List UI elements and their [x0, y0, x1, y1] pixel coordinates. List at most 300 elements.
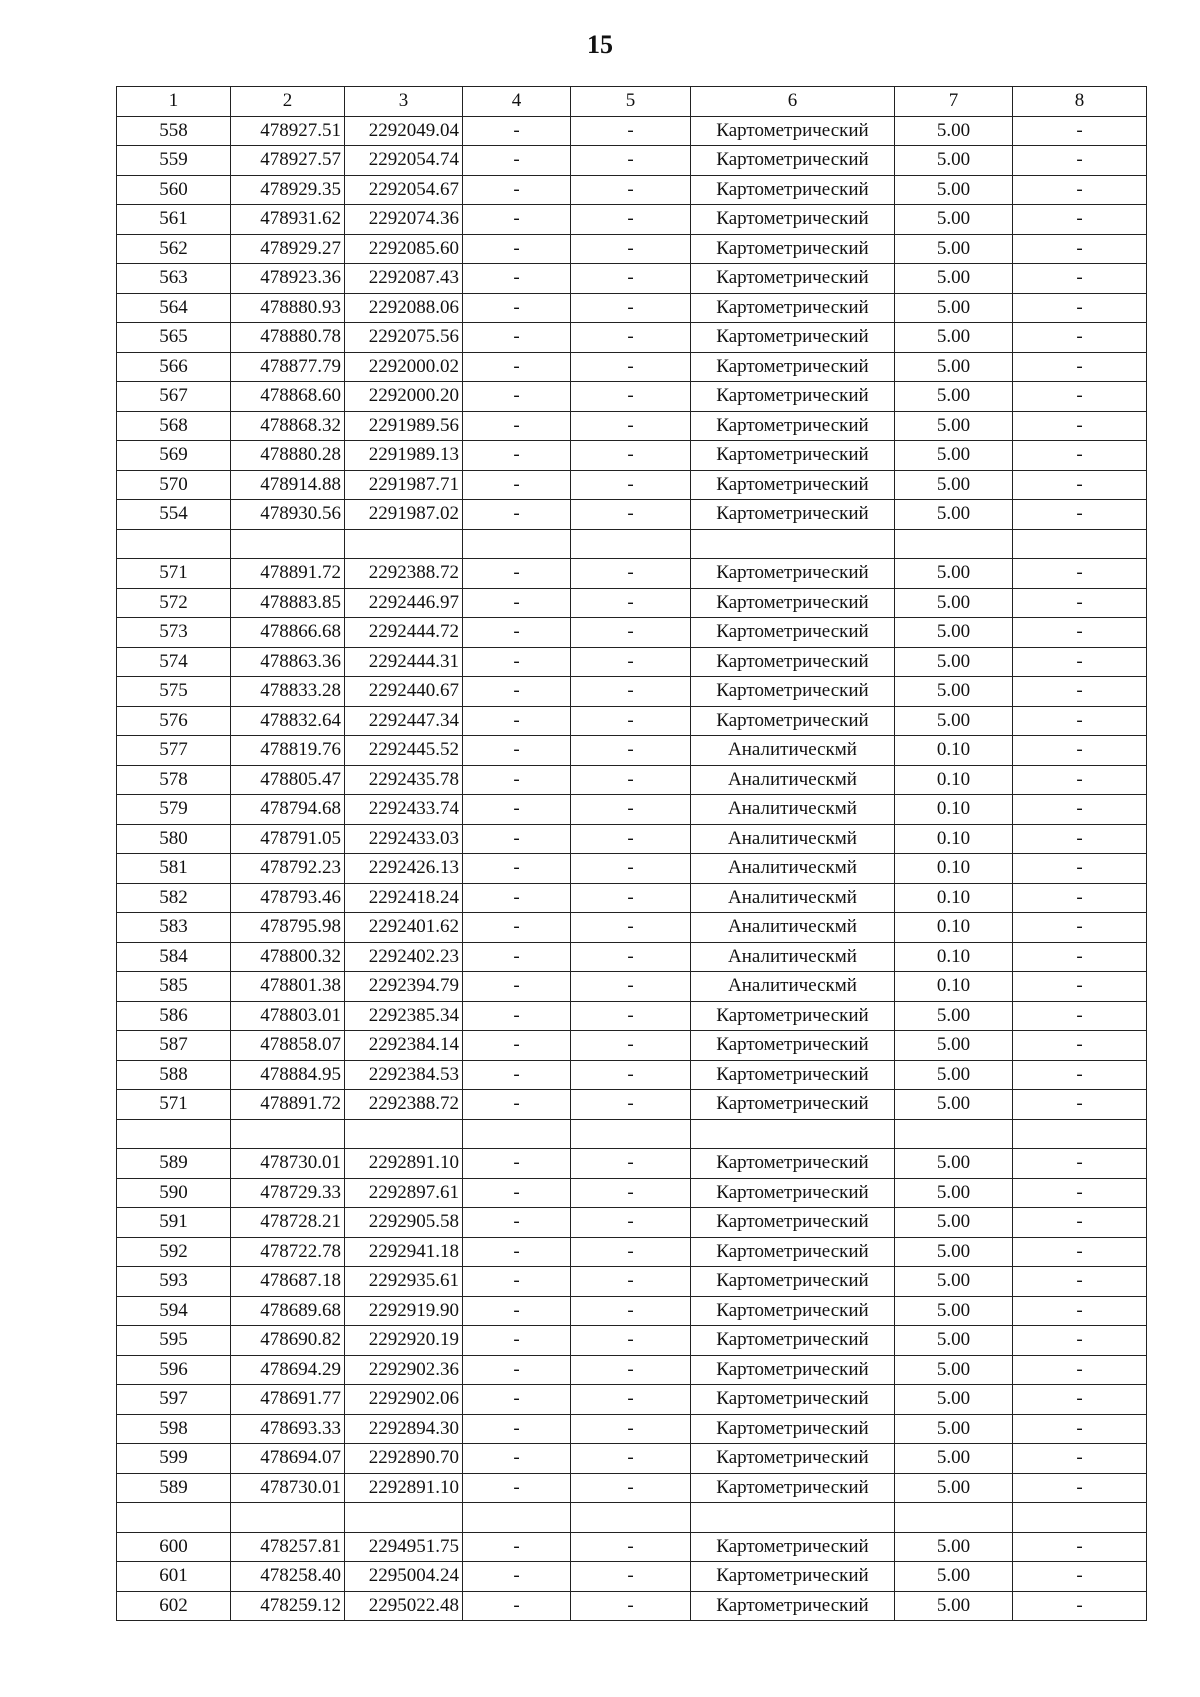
table-cell-col-5: - [571, 1414, 691, 1444]
table-cell-col-2: 478687.18 [231, 1267, 345, 1297]
table-cell-col-7: 5.00 [895, 1355, 1013, 1385]
table-cell-col-8: - [1013, 175, 1147, 205]
table-cell-col-6: Картометрический [691, 1237, 895, 1267]
table-cell-col-3: 2292897.61 [345, 1178, 463, 1208]
table-cell-col-6: Картометрический [691, 1001, 895, 1031]
table-cell-col-6: Картометрический [691, 441, 895, 471]
table-cell-col-5: - [571, 883, 691, 913]
table-cell-col-5: - [571, 1149, 691, 1179]
table-cell-col-7: 5.00 [895, 1296, 1013, 1326]
table-cell-col-7: 5.00 [895, 1208, 1013, 1238]
table-cell-col-2: 478258.40 [231, 1562, 345, 1592]
table-row [117, 1090, 1147, 1120]
table-row [117, 1444, 1147, 1474]
table-cell-col-8: - [1013, 1031, 1147, 1061]
table-cell-col-4: - [463, 234, 571, 264]
table-cell-col-6: Аналитическмй [691, 942, 895, 972]
table-cell-col-8: - [1013, 352, 1147, 382]
table-cell-col-7: 5.00 [895, 1532, 1013, 1562]
empty-cell [1013, 529, 1147, 559]
table-cell-col-8: - [1013, 1414, 1147, 1444]
table-cell-col-4: - [463, 1562, 571, 1592]
table-cell-col-1: 587 [117, 1031, 231, 1061]
table-cell-col-3: 2291989.56 [345, 411, 463, 441]
table-cell-col-6: Картометрический [691, 1090, 895, 1120]
table-cell-col-8: - [1013, 1060, 1147, 1090]
table-cell-col-3: 2292433.74 [345, 795, 463, 825]
table-cell-col-4: - [463, 559, 571, 589]
empty-cell [231, 1119, 345, 1149]
table-row [117, 1385, 1147, 1415]
table-cell-col-2: 478694.29 [231, 1355, 345, 1385]
table-cell-col-2: 478883.85 [231, 588, 345, 618]
table-cell-col-2: 478794.68 [231, 795, 345, 825]
table-cell-col-2: 478930.56 [231, 500, 345, 530]
table-cell-col-8: - [1013, 146, 1147, 176]
table-cell-col-7: 5.00 [895, 1414, 1013, 1444]
table-cell-col-8: - [1013, 1473, 1147, 1503]
empty-cell [463, 529, 571, 559]
table-cell-col-3: 2292385.34 [345, 1001, 463, 1031]
table-cell-col-5: - [571, 618, 691, 648]
table-cell-col-2: 478868.60 [231, 382, 345, 412]
table-cell-col-3: 2292444.31 [345, 647, 463, 677]
table-cell-col-2: 478832.64 [231, 706, 345, 736]
table-cell-col-3: 2292447.34 [345, 706, 463, 736]
table-row [117, 323, 1147, 353]
table-cell-col-5: - [571, 205, 691, 235]
table-cell-col-1: 589 [117, 1473, 231, 1503]
table-cell-col-1: 572 [117, 588, 231, 618]
table-cell-col-4: - [463, 175, 571, 205]
table-cell-col-6: Картометрический [691, 1149, 895, 1179]
column-header-1: 1 [117, 87, 231, 117]
table-cell-col-2: 478793.46 [231, 883, 345, 913]
table-row [117, 293, 1147, 323]
table-cell-col-1: 600 [117, 1532, 231, 1562]
column-header-2: 2 [231, 87, 345, 117]
table-cell-col-1: 554 [117, 500, 231, 530]
table-cell-col-1: 598 [117, 1414, 231, 1444]
table-cell-col-3: 2292000.02 [345, 352, 463, 382]
table-cell-col-6: Картометрический [691, 588, 895, 618]
table-cell-col-3: 2292384.14 [345, 1031, 463, 1061]
column-header-8: 8 [1013, 87, 1147, 117]
table-cell-col-6: Картометрический [691, 175, 895, 205]
table-cell-col-7: 5.00 [895, 1591, 1013, 1621]
table-cell-col-6: Картометрический [691, 1267, 895, 1297]
table-cell-col-6: Картометрический [691, 1591, 895, 1621]
table-cell-col-5: - [571, 1090, 691, 1120]
table-cell-col-4: - [463, 1355, 571, 1385]
table-cell-col-8: - [1013, 1090, 1147, 1120]
table-cell-col-7: 0.10 [895, 972, 1013, 1002]
table-cell-col-2: 478880.28 [231, 441, 345, 471]
table-cell-col-5: - [571, 647, 691, 677]
table-cell-col-1: 586 [117, 1001, 231, 1031]
table-cell-col-6: Аналитическмй [691, 765, 895, 795]
table-cell-col-1: 562 [117, 234, 231, 264]
table-cell-col-3: 2292902.06 [345, 1385, 463, 1415]
empty-cell [345, 529, 463, 559]
table-cell-col-4: - [463, 1237, 571, 1267]
table-cell-col-5: - [571, 795, 691, 825]
table-row [117, 1178, 1147, 1208]
table-cell-col-3: 2292894.30 [345, 1414, 463, 1444]
table-cell-col-3: 2292054.67 [345, 175, 463, 205]
table-cell-col-1: 589 [117, 1149, 231, 1179]
table-cell-col-4: - [463, 1385, 571, 1415]
table-cell-col-1: 566 [117, 352, 231, 382]
table-cell-col-3: 2292426.13 [345, 854, 463, 884]
table-cell-col-8: - [1013, 1237, 1147, 1267]
table-cell-col-3: 2291987.02 [345, 500, 463, 530]
table-cell-col-4: - [463, 1178, 571, 1208]
table-cell-col-6: Аналитическмй [691, 824, 895, 854]
table-cell-col-8: - [1013, 618, 1147, 648]
table-cell-col-8: - [1013, 264, 1147, 294]
table-cell-col-6: Картометрический [691, 293, 895, 323]
table-cell-col-8: - [1013, 1355, 1147, 1385]
table-cell-col-3: 2292444.72 [345, 618, 463, 648]
table-cell-col-4: - [463, 411, 571, 441]
table-cell-col-2: 478730.01 [231, 1149, 345, 1179]
separator-row [117, 529, 1147, 559]
table-cell-col-4: - [463, 647, 571, 677]
table-cell-col-3: 2292446.97 [345, 588, 463, 618]
table-cell-col-7: 0.10 [895, 942, 1013, 972]
table-cell-col-8: - [1013, 1591, 1147, 1621]
table-cell-col-8: - [1013, 1001, 1147, 1031]
table-cell-col-7: 5.00 [895, 1444, 1013, 1474]
table-cell-col-1: 561 [117, 205, 231, 235]
table-cell-col-6: Картометрический [691, 500, 895, 530]
table-cell-col-7: 5.00 [895, 234, 1013, 264]
table-cell-col-1: 563 [117, 264, 231, 294]
table-cell-col-1: 590 [117, 1178, 231, 1208]
table-cell-col-7: 5.00 [895, 647, 1013, 677]
table-cell-col-5: - [571, 854, 691, 884]
table-cell-col-8: - [1013, 205, 1147, 235]
table-cell-col-7: 0.10 [895, 913, 1013, 943]
table-cell-col-8: - [1013, 588, 1147, 618]
table-cell-col-4: - [463, 588, 571, 618]
table-cell-col-4: - [463, 1414, 571, 1444]
table-cell-col-7: 5.00 [895, 677, 1013, 707]
table-cell-col-5: - [571, 1178, 691, 1208]
table-row [117, 1237, 1147, 1267]
table-cell-col-1: 593 [117, 1267, 231, 1297]
table-cell-col-1: 594 [117, 1296, 231, 1326]
table-cell-col-7: 5.00 [895, 441, 1013, 471]
table-header-row [117, 87, 1147, 117]
table-cell-col-3: 2292088.06 [345, 293, 463, 323]
table-cell-col-2: 478257.81 [231, 1532, 345, 1562]
table-cell-col-4: - [463, 1473, 571, 1503]
table-cell-col-6: Картометрический [691, 116, 895, 146]
table-cell-col-8: - [1013, 942, 1147, 972]
table-cell-col-2: 478929.35 [231, 175, 345, 205]
table-cell-col-1: 577 [117, 736, 231, 766]
table-cell-col-2: 478259.12 [231, 1591, 345, 1621]
table-cell-col-4: - [463, 1060, 571, 1090]
table-cell-col-7: 5.00 [895, 116, 1013, 146]
table-cell-col-7: 5.00 [895, 175, 1013, 205]
table-cell-col-2: 478730.01 [231, 1473, 345, 1503]
table-cell-col-5: - [571, 1385, 691, 1415]
table-cell-col-7: 5.00 [895, 1326, 1013, 1356]
table-row [117, 1326, 1147, 1356]
table-cell-col-1: 558 [117, 116, 231, 146]
table-cell-col-2: 478795.98 [231, 913, 345, 943]
table-cell-col-6: Картометрический [691, 1355, 895, 1385]
table-row [117, 1296, 1147, 1326]
table-cell-col-4: - [463, 677, 571, 707]
table-row [117, 706, 1147, 736]
table-cell-col-2: 478833.28 [231, 677, 345, 707]
table-cell-col-1: 583 [117, 913, 231, 943]
table-cell-col-3: 2292891.10 [345, 1149, 463, 1179]
table-cell-col-7: 5.00 [895, 352, 1013, 382]
table-cell-col-6: Картометрический [691, 205, 895, 235]
table-cell-col-3: 2292902.36 [345, 1355, 463, 1385]
table-cell-col-7: 5.00 [895, 470, 1013, 500]
table-cell-col-8: - [1013, 441, 1147, 471]
table-row [117, 234, 1147, 264]
table-cell-col-8: - [1013, 116, 1147, 146]
table-cell-col-5: - [571, 1473, 691, 1503]
table-cell-col-7: 5.00 [895, 1178, 1013, 1208]
table-row [117, 1591, 1147, 1621]
table-cell-col-1: 582 [117, 883, 231, 913]
empty-cell [117, 1503, 231, 1533]
table-row [117, 647, 1147, 677]
table-cell-col-3: 2295004.24 [345, 1562, 463, 1592]
table-cell-col-6: Аналитическмй [691, 854, 895, 884]
table-cell-col-4: - [463, 618, 571, 648]
table-cell-col-2: 478880.78 [231, 323, 345, 353]
table-row [117, 205, 1147, 235]
coordinates-table [116, 86, 1147, 1621]
column-header-6: 6 [691, 87, 895, 117]
table-cell-col-5: - [571, 1532, 691, 1562]
table-cell-col-5: - [571, 1562, 691, 1592]
table-cell-col-6: Картометрический [691, 1178, 895, 1208]
empty-cell [691, 1119, 895, 1149]
table-cell-col-4: - [463, 1090, 571, 1120]
empty-cell [345, 1119, 463, 1149]
table-row [117, 1149, 1147, 1179]
table-cell-col-8: - [1013, 824, 1147, 854]
empty-cell [463, 1503, 571, 1533]
table-cell-col-3: 2292402.23 [345, 942, 463, 972]
table-cell-col-1: 601 [117, 1562, 231, 1592]
table-cell-col-6: Картометрический [691, 411, 895, 441]
table-cell-col-2: 478931.62 [231, 205, 345, 235]
table-cell-col-2: 478880.93 [231, 293, 345, 323]
table-cell-col-3: 2292087.43 [345, 264, 463, 294]
table-cell-col-1: 580 [117, 824, 231, 854]
table-cell-col-3: 2292941.18 [345, 1237, 463, 1267]
table-cell-col-3: 2292394.79 [345, 972, 463, 1002]
table-cell-col-6: Картометрический [691, 706, 895, 736]
table-cell-col-3: 2291989.13 [345, 441, 463, 471]
table-row [117, 1355, 1147, 1385]
table-cell-col-4: - [463, 323, 571, 353]
table-cell-col-3: 2292890.70 [345, 1444, 463, 1474]
table-cell-col-1: 569 [117, 441, 231, 471]
table-cell-col-1: 579 [117, 795, 231, 825]
empty-cell [691, 529, 895, 559]
empty-cell [895, 529, 1013, 559]
table-cell-col-5: - [571, 1060, 691, 1090]
table-cell-col-6: Картометрический [691, 559, 895, 589]
table-cell-col-4: - [463, 1532, 571, 1562]
table-cell-col-7: 5.00 [895, 618, 1013, 648]
table-cell-col-6: Картометрический [691, 382, 895, 412]
table-cell-col-1: 596 [117, 1355, 231, 1385]
table-cell-col-4: - [463, 765, 571, 795]
table-cell-col-7: 5.00 [895, 706, 1013, 736]
table-cell-col-3: 2292440.67 [345, 677, 463, 707]
table-row [117, 913, 1147, 943]
table-cell-col-4: - [463, 854, 571, 884]
table-cell-col-3: 2292935.61 [345, 1267, 463, 1297]
table-cell-col-6: Аналитическмй [691, 913, 895, 943]
table-row [117, 972, 1147, 1002]
table-cell-col-5: - [571, 382, 691, 412]
table-cell-col-3: 2292049.04 [345, 116, 463, 146]
table-cell-col-7: 5.00 [895, 264, 1013, 294]
table-cell-col-2: 478927.51 [231, 116, 345, 146]
table-cell-col-6: Картометрический [691, 146, 895, 176]
table-cell-col-3: 2292388.72 [345, 559, 463, 589]
table-row [117, 500, 1147, 530]
table-cell-col-7: 0.10 [895, 883, 1013, 913]
table-row [117, 795, 1147, 825]
table-cell-col-4: - [463, 1208, 571, 1238]
table-cell-col-4: - [463, 293, 571, 323]
table-cell-col-8: - [1013, 382, 1147, 412]
table-cell-col-5: - [571, 352, 691, 382]
table-row [117, 883, 1147, 913]
table-row [117, 1562, 1147, 1592]
table-cell-col-8: - [1013, 972, 1147, 1002]
table-cell-col-7: 5.00 [895, 323, 1013, 353]
table-cell-col-4: - [463, 795, 571, 825]
table-row [117, 765, 1147, 795]
table-cell-col-4: - [463, 1591, 571, 1621]
table-cell-col-6: Картометрический [691, 1385, 895, 1415]
table-cell-col-1: 592 [117, 1237, 231, 1267]
table-cell-col-5: - [571, 559, 691, 589]
table-cell-col-1: 595 [117, 1326, 231, 1356]
table-cell-col-8: - [1013, 411, 1147, 441]
table-cell-col-6: Картометрический [691, 264, 895, 294]
table-cell-col-2: 478877.79 [231, 352, 345, 382]
table-cell-col-2: 478819.76 [231, 736, 345, 766]
page-number: 15 [587, 30, 613, 59]
table-cell-col-5: - [571, 824, 691, 854]
table-cell-col-7: 5.00 [895, 1001, 1013, 1031]
table-cell-col-1: 571 [117, 1090, 231, 1120]
table-cell-col-3: 2292919.90 [345, 1296, 463, 1326]
table-cell-col-5: - [571, 1237, 691, 1267]
table-cell-col-7: 5.00 [895, 1031, 1013, 1061]
table-cell-col-4: - [463, 736, 571, 766]
table-cell-col-8: - [1013, 1267, 1147, 1297]
table-cell-col-6: Аналитическмй [691, 795, 895, 825]
column-header-4: 4 [463, 87, 571, 117]
table-cell-col-1: 584 [117, 942, 231, 972]
table-cell-col-7: 5.00 [895, 1060, 1013, 1090]
table-cell-col-6: Картометрический [691, 1326, 895, 1356]
table-cell-col-2: 478792.23 [231, 854, 345, 884]
table-cell-col-1: 565 [117, 323, 231, 353]
table-cell-col-1: 571 [117, 559, 231, 589]
table-cell-col-3: 2292401.62 [345, 913, 463, 943]
table-cell-col-6: Картометрический [691, 1031, 895, 1061]
table-cell-col-5: - [571, 1444, 691, 1474]
table-cell-col-2: 478866.68 [231, 618, 345, 648]
table-cell-col-1: 574 [117, 647, 231, 677]
table-cell-col-3: 2292384.53 [345, 1060, 463, 1090]
table-cell-col-5: - [571, 706, 691, 736]
table-cell-col-4: - [463, 1031, 571, 1061]
table-cell-col-8: - [1013, 795, 1147, 825]
table-cell-col-8: - [1013, 1532, 1147, 1562]
table-cell-col-5: - [571, 175, 691, 205]
table-cell-col-7: 5.00 [895, 1267, 1013, 1297]
table-row [117, 470, 1147, 500]
empty-cell [231, 529, 345, 559]
table-cell-col-8: - [1013, 1149, 1147, 1179]
table-row [117, 1267, 1147, 1297]
table-row [117, 116, 1147, 146]
table-row [117, 854, 1147, 884]
table-cell-col-6: Аналитическмй [691, 736, 895, 766]
table-cell-col-2: 478868.32 [231, 411, 345, 441]
table-cell-col-3: 2294951.75 [345, 1532, 463, 1562]
table-cell-col-7: 0.10 [895, 854, 1013, 884]
table-cell-col-6: Картометрический [691, 234, 895, 264]
table-cell-col-5: - [571, 1267, 691, 1297]
table-cell-col-8: - [1013, 1178, 1147, 1208]
table-cell-col-8: - [1013, 1296, 1147, 1326]
table-cell-col-1: 570 [117, 470, 231, 500]
empty-cell [691, 1503, 895, 1533]
empty-cell [231, 1503, 345, 1533]
table-cell-col-1: 575 [117, 677, 231, 707]
table-cell-col-2: 478728.21 [231, 1208, 345, 1238]
table-cell-col-7: 5.00 [895, 411, 1013, 441]
table-cell-col-5: - [571, 323, 691, 353]
table-cell-col-7: 5.00 [895, 1090, 1013, 1120]
table-cell-col-4: - [463, 1149, 571, 1179]
table-cell-col-6: Картометрический [691, 1562, 895, 1592]
table-cell-col-1: 585 [117, 972, 231, 1002]
table-cell-col-7: 5.00 [895, 559, 1013, 589]
empty-cell [571, 1119, 691, 1149]
table-cell-col-6: Картометрический [691, 1296, 895, 1326]
table-cell-col-1: 591 [117, 1208, 231, 1238]
table-row [117, 1532, 1147, 1562]
column-header-5: 5 [571, 87, 691, 117]
table-cell-col-8: - [1013, 765, 1147, 795]
table-cell-col-1: 560 [117, 175, 231, 205]
table-cell-col-1: 573 [117, 618, 231, 648]
table-cell-col-8: - [1013, 1444, 1147, 1474]
